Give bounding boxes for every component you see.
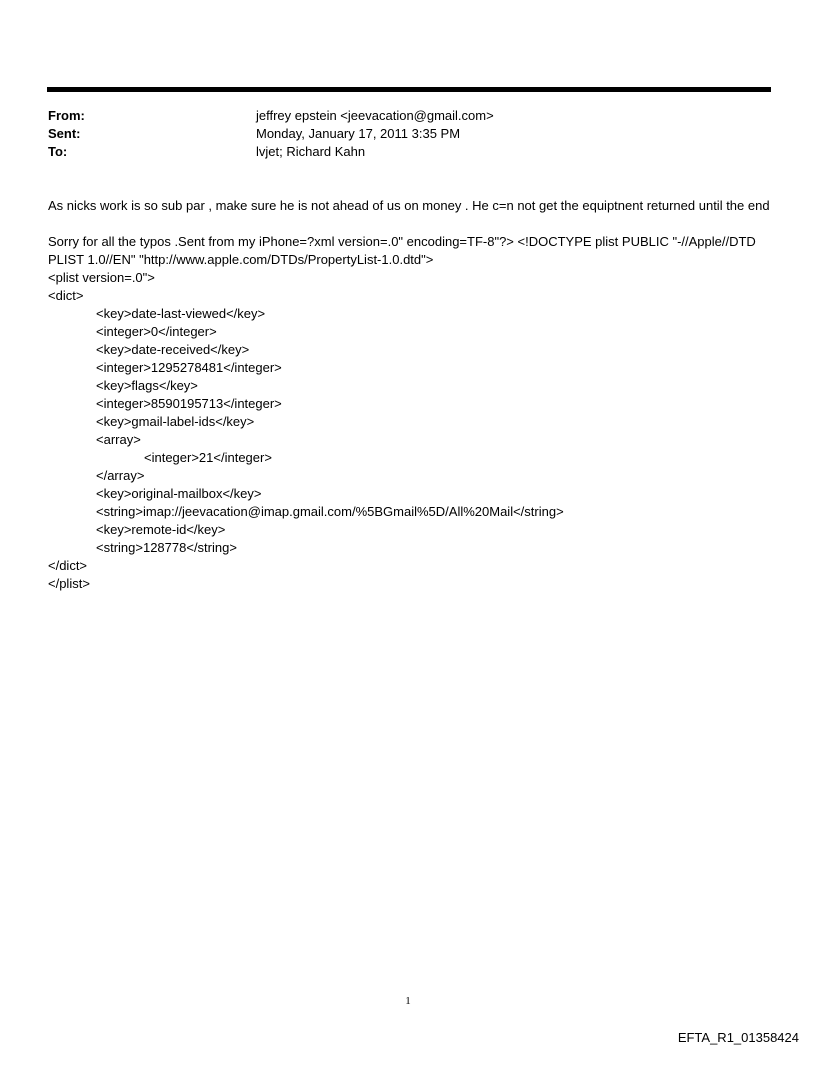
plist-line: <integer>0</integer> bbox=[96, 324, 217, 339]
body-paragraph-1: As nicks work is so sub par , make sure he is not ahead of us on money . He c=n not get the equiptnent returned until the end bbox=[48, 198, 770, 213]
page-number: 1 bbox=[405, 995, 411, 1007]
header-rule bbox=[47, 87, 771, 92]
body-paragraph-2: Sorry for all the typos .Sent from my iPhone=?xml version=.0" encoding=TF-8"?> <!DOCTYPE plist PUBLIC "-//Apple//DTD PLIST 1.0//EN" "http://www.apple.com/DTDs/PropertyList-1.0.dtd"> bbox=[48, 234, 756, 267]
to-row bbox=[48, 143, 768, 161]
email-body bbox=[48, 197, 772, 593]
plist-line: <key>remote-id</key> bbox=[96, 522, 226, 537]
sent-row bbox=[48, 125, 768, 143]
from-value: jeffrey epstein <jeevacation@gmail.com> bbox=[256, 108, 494, 123]
plist-line: <integer>21</integer> bbox=[144, 450, 272, 465]
paragraph-spacer bbox=[48, 215, 772, 233]
to-label: To: bbox=[48, 144, 68, 159]
plist-line: </array> bbox=[96, 468, 145, 483]
from-label: From: bbox=[48, 108, 85, 123]
from-row bbox=[48, 107, 768, 125]
sent-label: Sent: bbox=[48, 126, 81, 141]
email-header bbox=[48, 107, 768, 161]
plist-line: <key>flags</key> bbox=[96, 378, 198, 393]
plist-line: <key>date-last-viewed</key> bbox=[96, 306, 266, 321]
plist-line: <integer>8590195713</integer> bbox=[96, 396, 282, 411]
plist-line: <integer>1295278481</integer> bbox=[96, 360, 282, 375]
plist-line: <key>date-received</key> bbox=[96, 342, 250, 357]
sent-value: Monday, January 17, 2011 3:35 PM bbox=[256, 126, 461, 141]
plist-line: <key>original-mailbox</key> bbox=[96, 486, 262, 501]
plist-line: </plist> bbox=[48, 576, 90, 591]
plist-line: <array> bbox=[96, 432, 141, 447]
plist-line: <string>128778</string> bbox=[96, 540, 237, 555]
plist-line: </dict> bbox=[48, 558, 88, 573]
plist-block bbox=[48, 269, 772, 593]
plist-line: <dict> bbox=[48, 288, 84, 303]
bates-number: EFTA_R1_01358424 bbox=[677, 1030, 799, 1045]
plist-line: <plist version=.0"> bbox=[48, 270, 155, 285]
to-value: lvjet; Richard Kahn bbox=[256, 144, 366, 159]
plist-line: <string>imap://jeevacation@imap.gmail.com/%5BGmail%5D/All%20Mail</string> bbox=[96, 504, 564, 519]
plist-line: <key>gmail-label-ids</key> bbox=[96, 414, 255, 429]
